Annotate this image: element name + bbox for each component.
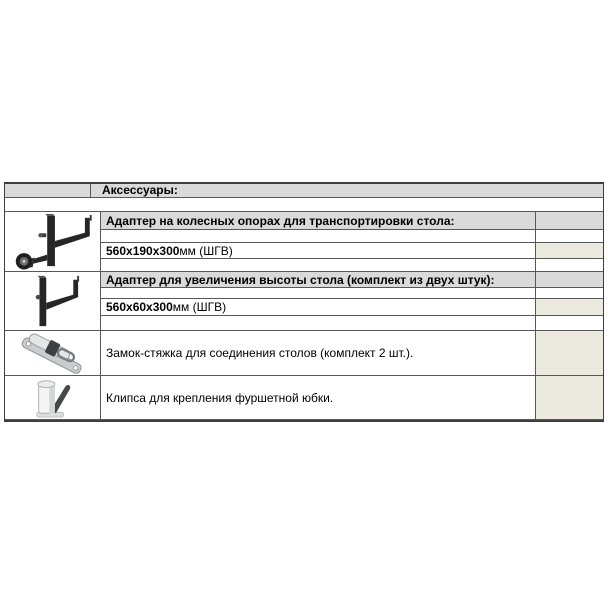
height-adapter-title [101, 272, 535, 288]
item-row-skirt-clip [5, 376, 603, 420]
item-row-height-adapter [5, 272, 603, 331]
wheeled-adapter-price-cell-4 [535, 259, 603, 272]
height-adapter-size-units: мм (ШГВ) [172, 300, 227, 314]
skirt-clip-price-cell [535, 376, 603, 420]
wheeled-adapter-dimensions [101, 243, 535, 259]
skirt-clip-icon [5, 376, 101, 420]
height-adapter-price-cell-2 [535, 288, 603, 299]
wheeled-adapter-size-units: мм (ШГВ) [179, 243, 233, 258]
height-adapter-empty-row-2 [101, 316, 535, 331]
height-adapter-empty-row-1 [101, 288, 535, 299]
wheeled-adapter-drawing [8, 213, 98, 271]
item-row-wheeled-adapter [5, 212, 603, 272]
item-row-latch-lock [5, 331, 603, 376]
wheeled-adapter-title-text: Адаптер на колесных опорах для транспортировки стола: [106, 213, 455, 228]
wheeled-adapter-price-cell-2 [535, 230, 603, 243]
wheeled-adapter-empty-row-2 [101, 259, 535, 272]
latch-lock-description [101, 331, 535, 376]
height-adapter-price-cell-1 [535, 272, 603, 288]
height-adapter-size-value: 560x60x300 [106, 300, 173, 314]
skirt-clip-description [101, 376, 535, 420]
latch-lock-description-text: Замок-стяжка для соединения столов (комплект 2 шт.). [106, 346, 414, 360]
height-adapter-price-cell-4 [535, 316, 603, 331]
accessories-heading: Аксессуары: [102, 183, 178, 197]
wheeled-adapter-size-value: 560x190x300 [106, 243, 180, 258]
wheeled-adapter-empty-row-1 [101, 230, 535, 243]
table-header-row [5, 184, 603, 198]
latch-lock-icon [5, 331, 101, 376]
latch-lock-price-cell [535, 331, 603, 376]
height-adapter-dimensions [101, 299, 535, 316]
height-adapter-price-cell-3 [535, 299, 603, 316]
wheeled-adapter-price-cell-1 [535, 212, 603, 230]
skirt-clip-description-text: Клипса для крепления фуршетной юбки. [106, 390, 334, 405]
height-adapter-title-text: Адаптер для увеличения высоты стола (комплект из двух штук): [106, 272, 495, 287]
wheeled-adapter-price-cell-3 [535, 243, 603, 259]
accessories-table [4, 182, 604, 422]
spacer-row [5, 198, 603, 212]
skirt-clip-drawing [24, 377, 82, 419]
wheeled-adapter-title [101, 212, 535, 230]
height-adapter-icon [5, 272, 101, 331]
latch-lock-drawing [13, 332, 93, 374]
wheeled-adapter-icon [5, 212, 101, 272]
height-adapter-drawing [17, 273, 89, 329]
header-spacer-cell [5, 184, 91, 197]
